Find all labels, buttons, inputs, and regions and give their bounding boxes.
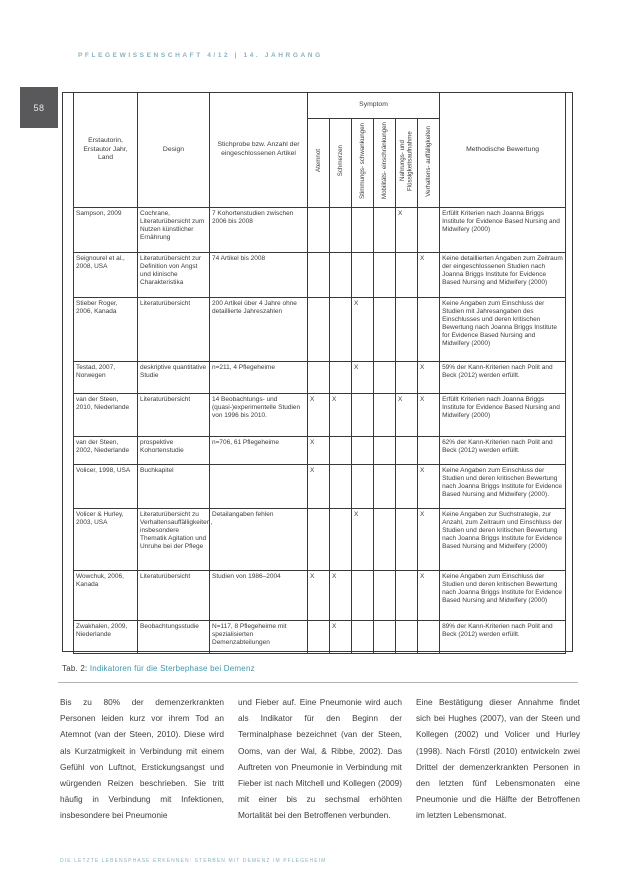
symptom-column-label: Atemnot: [314, 149, 322, 173]
table-body: [74, 207, 566, 653]
symptom-mark-cell: [418, 297, 440, 361]
symptom-mark-cell: X: [352, 361, 374, 393]
page-number: 58: [33, 102, 45, 113]
symptom-mark-cell: [352, 252, 374, 297]
symptom-mark-cell: X: [418, 508, 440, 570]
table-row: [74, 252, 566, 297]
symptom-mark-cell: X: [352, 508, 374, 570]
rating-cell: 89% der Kann-Kriterien nach Polit and Beck (2012) werden erfüllt.: [440, 620, 566, 653]
table-caption: [62, 664, 255, 673]
symptom-column-label: Nahrungs- und Flüssigkeitsaufnahme: [399, 131, 414, 191]
symptom-column-label: Schmerzen: [336, 145, 344, 177]
design-cell: Literaturübersicht: [138, 297, 210, 361]
article-text-column-1: Bis zu 80% der demenzerkrankten Personen leiden kurz vor ihrem Tod an Atemnot (van der Steen, 2010). Diese wird als Kurzatmigkeit in Verbindung mit einem Gefühl von Luftnot, Erstickungsangst und würgenden Reizen beschrieben. Sie tritt häufig in Verbindung mit Infektionen, insbesondere bei Pneumonie: [60, 697, 224, 821]
symptom-mark-cell: [308, 297, 330, 361]
table-row: [74, 207, 566, 252]
symptom-mark-cell: [330, 508, 352, 570]
symptom-mark-cell: X: [330, 570, 352, 620]
column-header-design: Design: [138, 93, 210, 208]
caption-divider-rule: [58, 682, 578, 683]
design-cell: deskriptive quantitative Studie: [138, 361, 210, 393]
author-cell: Zwakhalen, 2009, Niederlande: [74, 620, 138, 653]
symptom-mark-cell: [374, 361, 396, 393]
symptom-mark-cell: [374, 252, 396, 297]
symptom-column-label: Verhaltens- auffälligkeiten: [424, 125, 432, 197]
symptom-mark-cell: [308, 508, 330, 570]
symptom-mark-cell: X: [308, 464, 330, 508]
symptom-mark-cell: X: [418, 252, 440, 297]
sample-cell: 74 Artikel bis 2008: [210, 252, 308, 297]
design-cell: prospektive Kohortenstudie: [138, 436, 210, 464]
author-cell: Testad, 2007, Norwegen: [74, 361, 138, 393]
sample-cell: 200 Artikel über 4 Jahre ohne detaillierte Jahreszahlen: [210, 297, 308, 361]
author-cell: Stieber Roger, 2006, Kanada: [74, 297, 138, 361]
table-row: [74, 297, 566, 361]
article-text: [60, 694, 580, 824]
symptom-mark-cell: [308, 252, 330, 297]
table-row: [74, 508, 566, 570]
column-header-rating: Methodische Bewertung: [440, 93, 566, 208]
rating-cell: Keine Angaben zur Suchstrategie, zur Anzahl, zum Zeitraum und Einschluss der Studien und deren kritischen Bewertung nach Joanna Briggs Institute for Evidence Based Nursing and Midwifery (2000): [440, 508, 566, 570]
column-header-symptom-group: Symptom: [308, 93, 440, 119]
symptom-mark-cell: X: [418, 464, 440, 508]
design-cell: Beobachtungsstudie: [138, 620, 210, 653]
author-cell: van der Steen, 2010, Niederlande: [74, 393, 138, 436]
symptom-mark-cell: [396, 570, 418, 620]
symptom-column-header: [374, 119, 396, 208]
design-cell: Literaturübersicht zu Verhaltensauffälligkeiten, insbesondere Thematik Agitation und Unruhe bei der Pflege: [138, 508, 210, 570]
symptom-mark-cell: [396, 252, 418, 297]
symptom-mark-cell: [396, 620, 418, 653]
symptom-mark-cell: [374, 508, 396, 570]
sample-cell: 14 Beobachtungs- und (quasi-)experimentelle Studien von 1996 bis 2010.: [210, 393, 308, 436]
symptom-mark-cell: [330, 464, 352, 508]
symptom-mark-cell: [330, 252, 352, 297]
sample-cell: n=706, 61 Pflegeheime: [210, 436, 308, 464]
table-caption-prefix: Tab. 2:: [62, 664, 88, 673]
symptom-mark-cell: X: [330, 620, 352, 653]
author-cell: Seignourel et al., 2008, USA: [74, 252, 138, 297]
symptom-mark-cell: X: [418, 361, 440, 393]
symptom-mark-cell: [352, 207, 374, 252]
study-table: [73, 92, 566, 654]
design-cell: Literaturübersicht: [138, 393, 210, 436]
symptom-mark-cell: [396, 436, 418, 464]
symptom-mark-cell: X: [418, 393, 440, 436]
symptom-mark-cell: X: [308, 393, 330, 436]
sample-cell: 7 Kohortenstudien zwischen 2006 bis 2008: [210, 207, 308, 252]
symptom-mark-cell: [374, 464, 396, 508]
symptom-mark-cell: [396, 464, 418, 508]
symptom-mark-cell: [352, 464, 374, 508]
symptom-mark-cell: [396, 361, 418, 393]
symptom-mark-cell: [330, 297, 352, 361]
table-row: [74, 570, 566, 620]
symptom-mark-cell: [374, 393, 396, 436]
symptom-mark-cell: [308, 361, 330, 393]
rating-cell: Keine detaillierten Angaben zum Zeitraum der eingeschlossenen Studien nach Joanna Briggs Institute for Evidence Based Nursing and Midwifery (2000): [440, 252, 566, 297]
symptom-column-header: [330, 119, 352, 208]
symptom-mark-cell: [418, 436, 440, 464]
author-cell: Wowchuk, 2006, Kanada: [74, 570, 138, 620]
symptom-mark-cell: X: [418, 570, 440, 620]
journal-header: PFLEGEWISSENSCHAFT 4/12 | 14. JAHRGANG: [78, 52, 323, 59]
symptom-mark-cell: X: [308, 570, 330, 620]
rating-cell: 59% der Kann-Kriterien nach Polit and Beck (2012) werden erfüllt.: [440, 361, 566, 393]
page-number-badge: [20, 87, 58, 128]
rating-cell: Keine Angaben zum Einschluss der Studien mit Jahresangaben des Einschlusses und deren kritischen Bewertung nach Joanna Briggs Institute for Evidence Based Nursing and Midwifery (2000): [440, 297, 566, 361]
symptom-mark-cell: [308, 620, 330, 653]
symptom-column-header: [308, 119, 330, 208]
sample-cell: N=117, 8 Pflegeheime mit spezialisierten Demenzabteilungen: [210, 620, 308, 653]
author-cell: van der Steen, 2002, Niederlande: [74, 436, 138, 464]
symptom-column-header: [352, 119, 374, 208]
author-cell: Volicer & Hurley, 2003, USA: [74, 508, 138, 570]
symptom-column-header: [418, 119, 440, 208]
symptom-mark-cell: [374, 297, 396, 361]
symptom-mark-cell: [374, 570, 396, 620]
symptom-mark-cell: X: [330, 393, 352, 436]
author-cell: Sampson, 2009: [74, 207, 138, 252]
sample-cell: n=211, 4 Pflegeheime: [210, 361, 308, 393]
article-text-column-3: Eine Bestätigung dieser Annahme findet sich bei Hughes (2007), van der Steen und Kollegen (2002) und Volicer und Hurley (1998). Nach Förstl (2010) entwickeln zwei Drittel der demenzerkrankten Personen in den letzten fünf Lebensmonaten eine Pneumonie und die Hälfte der Betroffenen im letzten Lebensmonat.: [416, 697, 580, 821]
column-header-author: Erstautorin, Erstautor Jahr, Land: [74, 93, 138, 208]
table-row: [74, 436, 566, 464]
symptom-mark-cell: [352, 436, 374, 464]
column-header-sample: Stichprobe bzw. Anzahl der eingeschlossenen Artikel: [210, 93, 308, 208]
table-row: [74, 393, 566, 436]
symptom-mark-cell: [396, 297, 418, 361]
symptom-mark-cell: X: [308, 436, 330, 464]
symptom-mark-cell: [330, 207, 352, 252]
design-cell: Literaturübersicht: [138, 570, 210, 620]
design-cell: Cochrane, Literaturübersicht zum Nutzen künstlicher Ernährung: [138, 207, 210, 252]
table-header: [74, 93, 566, 208]
table-row: [74, 620, 566, 653]
rating-cell: 62% der Kann-Kriterien nach Polit and Beck (2012) werden erfüllt.: [440, 436, 566, 464]
page-footer: DIE LETZTE LEBENSPHASE ERKENNEN: STERBEN MIT DEMENZ IM PFLEGEHEIM: [60, 858, 327, 864]
table-row: [74, 361, 566, 393]
table-row: [74, 464, 566, 508]
symptom-mark-cell: [330, 436, 352, 464]
rating-cell: Erfüllt Kriterien nach Joanna Briggs Institute for Evidence Based Nursing and Midwifery (2000): [440, 207, 566, 252]
table-caption-title: Indikatoren für die Sterbephase bei Demenz: [89, 664, 255, 673]
symptom-mark-cell: [418, 207, 440, 252]
symptom-mark-cell: [308, 207, 330, 252]
author-cell: Volicer, 1998, USA: [74, 464, 138, 508]
sample-cell: Detailangaben fehlen: [210, 508, 308, 570]
sample-cell: [210, 464, 308, 508]
symptom-mark-cell: [352, 393, 374, 436]
symptom-mark-cell: [418, 620, 440, 653]
rating-cell: Erfüllt Kriterien nach Joanna Briggs Institute for Evidence Based Nursing and Midwifery (2000): [440, 393, 566, 436]
sample-cell: Studien von 1986–2004: [210, 570, 308, 620]
symptom-mark-cell: X: [396, 393, 418, 436]
symptom-mark-cell: [352, 620, 374, 653]
symptom-mark-cell: [374, 620, 396, 653]
symptom-column-header: [396, 119, 418, 208]
symptom-mark-cell: [352, 570, 374, 620]
article-text-column-2: und Fieber auf. Eine Pneumonie wird auch als Indikator für den Beginn der Terminalphase bezeichnet (van der Steen, Ooms, van der Wal, & Ribbe, 2002). Das Auftreten von Pneumonie in Verbindung mit Fieber ist nach Mitchell und Kollegen (2009) mit einer bis zu sechsmal erhöhten Mortalität bei den Betroffenen verbunden.: [238, 697, 402, 821]
symptom-mark-cell: X: [352, 297, 374, 361]
symptom-mark-cell: [374, 207, 396, 252]
symptom-mark-cell: [374, 436, 396, 464]
symptom-mark-cell: [396, 508, 418, 570]
symptom-mark-cell: X: [396, 207, 418, 252]
design-cell: Literaturübersicht zur Definition von Angst und klinische Charakteristika: [138, 252, 210, 297]
rating-cell: Keine Angaben zum Einschluss der Studien und deren kritischen Bewertung nach Joanna Briggs Institute for Evidence Based Nursing and Midwifery (2000).: [440, 464, 566, 508]
symptom-column-label: Stimmungs- schwankungen: [358, 122, 366, 199]
symptom-column-label: Mobilitäts- einschränkungen: [380, 122, 388, 200]
symptom-mark-cell: [330, 361, 352, 393]
rating-cell: Keine Angaben zum Einschluss der Studien und deren kritischen Bewertung nach Joanna Briggs Institute for Evidence Based Nursing and Midwifery (2000): [440, 570, 566, 620]
design-cell: Buchkapitel: [138, 464, 210, 508]
